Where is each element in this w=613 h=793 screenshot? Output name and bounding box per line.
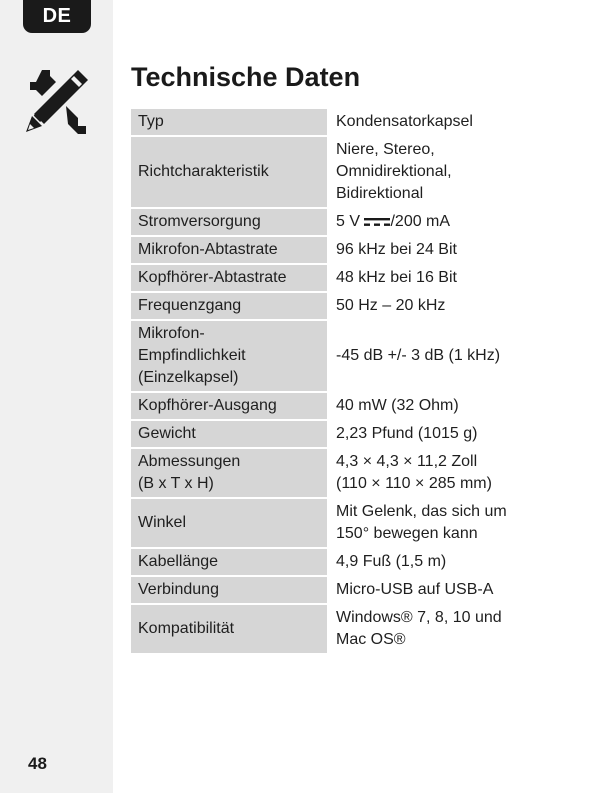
spec-label: Verbindung xyxy=(131,577,327,603)
table-row xyxy=(131,393,534,419)
table-row xyxy=(131,549,534,575)
table-row xyxy=(131,605,534,653)
spec-value: 4,9 Fuß (1,5 m) xyxy=(336,553,447,570)
power-current: /200 mA xyxy=(390,213,451,230)
table-row xyxy=(131,449,534,497)
spec-label: Kabellänge xyxy=(131,549,327,575)
spec-label: Richtcharakteristik xyxy=(131,137,327,207)
spec-value: 48 kHz bei 16 Bit xyxy=(336,269,457,286)
table-row xyxy=(131,421,534,447)
table-row xyxy=(131,577,534,603)
spec-label: Abmessungen (B x T x H) xyxy=(131,449,327,497)
language-badge: DE xyxy=(23,0,91,33)
spec-value: 50 Hz – 20 kHz xyxy=(336,297,446,314)
table-row xyxy=(131,321,534,391)
table-row xyxy=(131,499,534,547)
spec-label: Stromversorgung xyxy=(131,209,327,235)
spec-label: Winkel xyxy=(131,499,327,547)
spec-value: Mit Gelenk, das sich um 150° bewegen kann xyxy=(336,503,507,542)
spec-value xyxy=(329,209,534,235)
spec-value: Niere, Stereo, Omnidirektional, Bidirektional xyxy=(336,141,452,202)
spec-value: Micro-USB auf USB-A xyxy=(336,581,494,598)
dc-current-icon xyxy=(364,217,390,227)
table-row xyxy=(131,109,534,135)
spec-label: Typ xyxy=(131,109,327,135)
page-number: 48 xyxy=(28,754,47,773)
table-row xyxy=(131,265,534,291)
spec-value: 96 kHz bei 24 Bit xyxy=(336,241,457,258)
table-row xyxy=(131,293,534,319)
spec-value: Kondensatorkapsel xyxy=(336,113,473,130)
spec-value: -45 dB +/- 3 dB (1 kHz) xyxy=(336,347,501,364)
spec-table xyxy=(131,107,534,655)
spec-label: Kopfhörer-Ausgang xyxy=(131,393,327,419)
spec-label: Frequenzgang xyxy=(131,293,327,319)
table-row xyxy=(131,137,534,207)
spec-value: 4,3 × 4,3 × 11,2 Zoll (110 × 110 × 285 mm) xyxy=(336,453,492,492)
spec-label: Kompatibilität xyxy=(131,605,327,653)
table-row xyxy=(131,237,534,263)
wrench-pencil-icon xyxy=(20,66,92,138)
power-voltage: 5 V xyxy=(336,213,361,230)
spec-value: 40 mW (32 Ohm) xyxy=(336,397,459,414)
spec-label: Mikrofon- Empfindlichkeit (Einzelkapsel) xyxy=(131,321,327,391)
sidebar xyxy=(0,0,113,793)
spec-label: Mikrofon-Abtastrate xyxy=(131,237,327,263)
spec-label: Kopfhörer-Abtastrate xyxy=(131,265,327,291)
page-title: Technische Daten xyxy=(131,62,361,92)
spec-value: 2,23 Pfund (1015 g) xyxy=(336,425,478,442)
spec-value: Windows® 7, 8, 10 und Mac OS® xyxy=(336,609,502,648)
spec-label: Gewicht xyxy=(131,421,327,447)
table-row xyxy=(131,209,534,235)
